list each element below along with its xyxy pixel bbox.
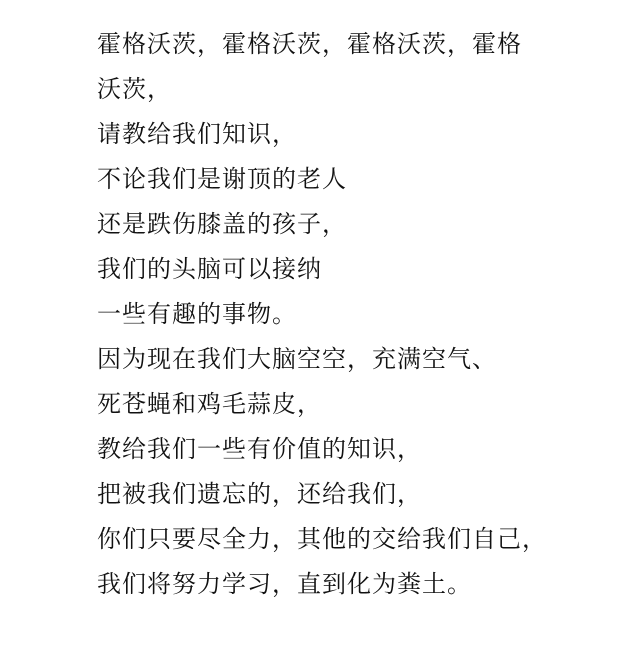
poem-line: 霍格沃茨，霍格沃茨，霍格沃茨，霍格 bbox=[97, 30, 522, 58]
poem-line: 不论我们是谢顶的老人 bbox=[97, 165, 347, 193]
poem-line: 死苍蝇和鸡毛蒜皮， bbox=[97, 390, 322, 418]
poem-line: 还是跌伤膝盖的孩子， bbox=[97, 210, 347, 238]
poem-line: 一些有趣的事物。 bbox=[97, 300, 297, 328]
poem-line: 教给我们一些有价值的知识， bbox=[97, 435, 422, 463]
poem-text bbox=[97, 22, 567, 607]
poem-line: 我们的头脑可以接纳 bbox=[97, 255, 322, 283]
poem-line: 沃茨， bbox=[97, 75, 172, 103]
poem-line: 你们只要尽全力，其他的交给我们自己， bbox=[97, 525, 547, 553]
poem-line: 把被我们遗忘的，还给我们， bbox=[97, 480, 422, 508]
poem-line: 因为现在我们大脑空空，充满空气、 bbox=[97, 345, 497, 373]
poem-line: 我们将努力学习，直到化为粪土。 bbox=[97, 570, 472, 598]
poem-line: 请教给我们知识， bbox=[97, 120, 297, 148]
